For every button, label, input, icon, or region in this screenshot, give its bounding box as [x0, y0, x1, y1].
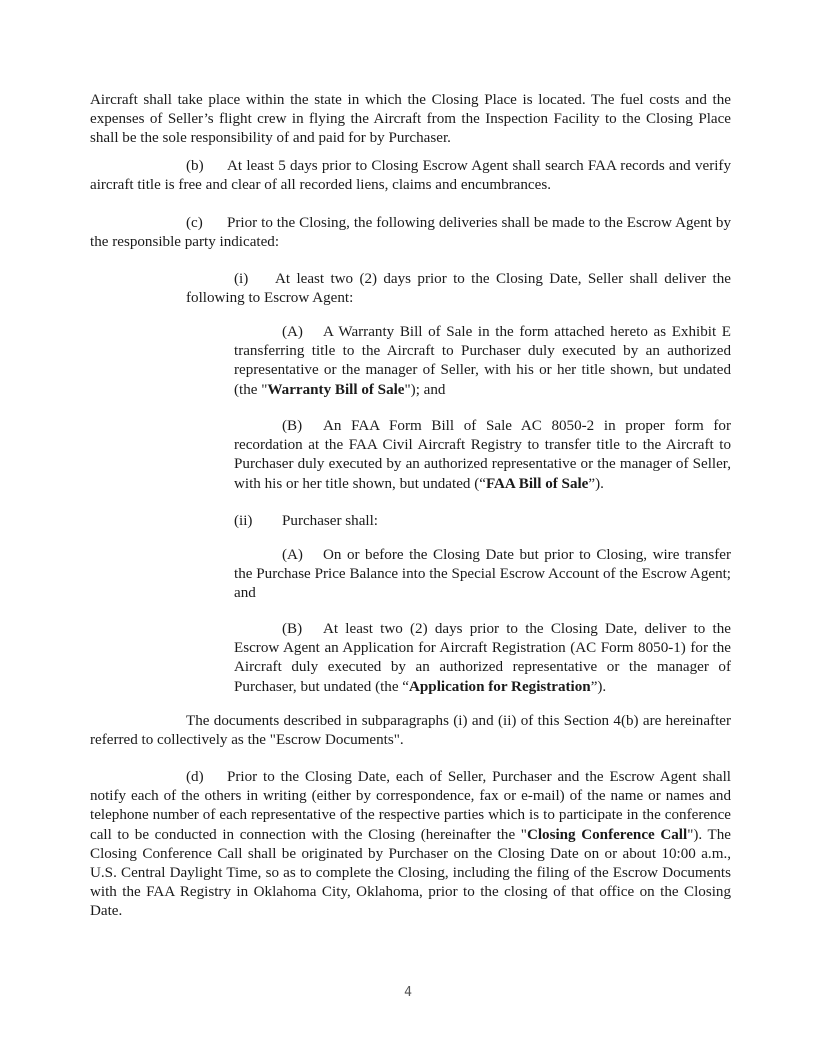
escrow-documents-text: The documents described in subparagraphs (i) and (ii) of this Section 4(b) are hereinafter referred to collectively as the "Escrow Documents".: [90, 713, 731, 749]
paragraph-b: [90, 157, 731, 195]
paragraph-c-text: Prior to the Closing, the following deliveries shall be made to the Escrow Agent by the responsible party indicated:: [90, 215, 731, 251]
subparagraph-i-b-text: An FAA Form Bill of Sale AC 8050-2 in proper form for recordation at the FAA Civil Aircraft Registry to transfer title to the Aircraft to Purchaser duly executed by an authorized representative or the manager of Seller, with his or her title shown, but undated (“: [234, 418, 731, 492]
subparagraph-i-label: (i): [234, 271, 249, 287]
subparagraph-ii-label: (ii): [234, 513, 253, 529]
continued-paragraph-text: Aircraft shall take place within the state in which the Closing Place is located. The fuel costs and the expenses of Seller’s flight crew in flying the Aircraft from the Inspection Facility to the Closing Place shall be the sole responsibility of and paid for by Purchaser.: [90, 92, 731, 147]
subparagraph-i-a: [234, 323, 731, 400]
subparagraph-i: [186, 270, 731, 308]
subparagraph-i-a-text: A Warranty Bill of Sale in the form attached hereto as Exhibit E transferring title to the Aircraft to Purchaser duly executed by an authorized representative or the manager of Seller, with his or her title shown, but undated (the ": [234, 324, 731, 398]
subparagraph-ii-b-label: (B): [282, 621, 303, 637]
subparagraph-i-a-label: (A): [282, 324, 303, 340]
paragraph-d-text: Prior to the Closing Date, each of Seller, Purchaser and the Escrow Agent shall notify each of the others in writing (either by correspondence, fax or e-mail) of the name or names and telephone number of each representative of the respective parties which is to participate in the conference call to be conducted in connection with the Closing (hereinafter the ": [90, 769, 731, 843]
defined-term-closing-conference-call: Closing Conference Call: [526, 826, 688, 843]
subparagraph-ii-b-text: At least two (2) days prior to the Closing Date, deliver to the Escrow Agent an Application for Aircraft Registration (AC Form 8050-1) for the Aircraft duly executed by an authorized representative or the manager of Purchaser, but undated (the “: [234, 621, 731, 695]
paragraph-b-text: At least 5 days prior to Closing Escrow Agent shall search FAA records and verify aircraft title is free and clear of all recorded liens, claims and encumbrances.: [90, 158, 731, 194]
subparagraph-ii: [234, 512, 731, 531]
paragraph-d-label: (d): [186, 769, 204, 785]
continued-paragraph: [90, 91, 731, 149]
subparagraph-ii-a-text: On or before the Closing Date but prior to Closing, wire transfer the Purchase Price Balance into the Special Escrow Account of the Escrow Agent; and: [234, 547, 731, 602]
defined-term-warranty-bill-of-sale: Warranty Bill of Sale: [267, 381, 405, 398]
page-number: 4: [404, 985, 412, 1000]
paragraph-d: [90, 768, 731, 922]
subparagraph-i-b: [234, 417, 731, 494]
paragraph-c-label: (c): [186, 215, 203, 231]
defined-term-faa-bill-of-sale: FAA Bill of Sale: [485, 475, 589, 492]
paragraph-b-label: (b): [186, 158, 204, 174]
subparagraph-ii-b-text-end: ”).: [590, 678, 607, 695]
subparagraph-i-text: At least two (2) days prior to the Closing Date, Seller shall deliver the following to Escrow Agent:: [186, 271, 731, 307]
subparagraph-ii-a-label: (A): [282, 547, 303, 563]
subparagraph-ii-text: Purchaser shall:: [282, 513, 378, 529]
subparagraph-i-b-label: (B): [282, 418, 303, 434]
subparagraph-i-a-text-end: "); and: [404, 381, 446, 398]
paragraph-c: [90, 214, 731, 252]
subparagraph-ii-a: [234, 546, 731, 604]
defined-term-application-for-registration: Application for Registration: [409, 678, 591, 695]
subparagraph-i-b-text-end: ”).: [588, 475, 604, 492]
escrow-documents-paragraph: [90, 712, 731, 750]
subparagraph-ii-b: [234, 620, 731, 697]
paragraph-d-text-end: "). The Closing Conference Call shall be originated by Purchaser on the Closing Date on or about 10:00 a.m., U.S. Central Daylight Time, so as to complete the Closing, including the filing of the Escrow Documents with the FAA Registry in Oklahoma City, Oklahoma, prior to the closing of that office on the Closing Date.: [90, 826, 731, 920]
